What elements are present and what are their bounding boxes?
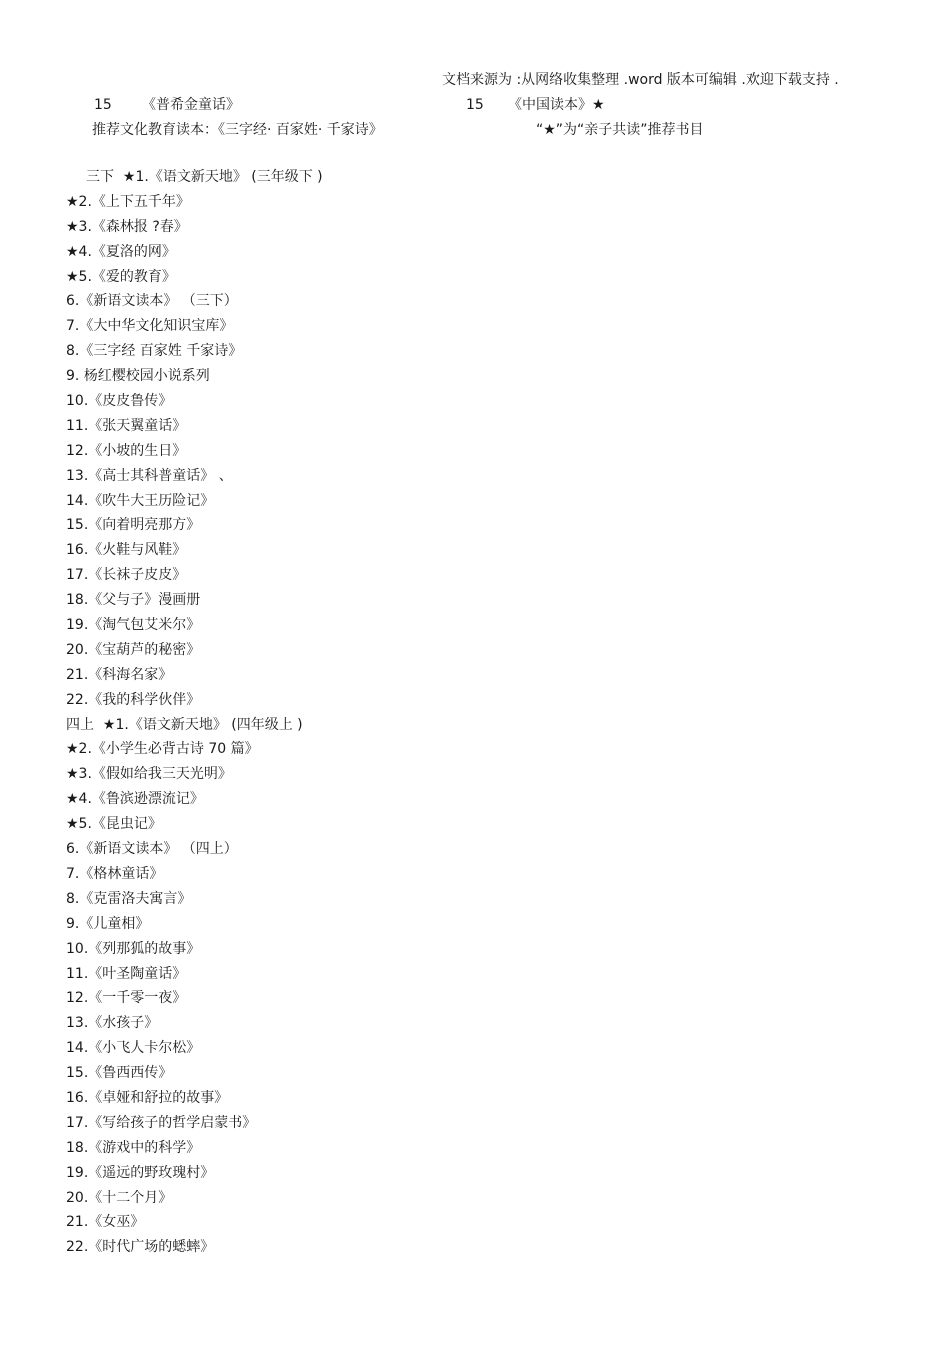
book-list-item [66, 965, 323, 990]
book-entry-text: ★3.《森林报 ?春》 [66, 218, 188, 235]
book-list-item [66, 367, 323, 392]
source-note: 文档来源为 :从网络收集整理 .word 版本可编辑 .欢迎下载支持 . [442, 72, 839, 88]
book-list-item [66, 417, 323, 442]
book-entry-text: ★1.《语文新天地》 (三年级下 ) [122, 169, 323, 185]
book-list [66, 168, 323, 1263]
book-list-item [66, 790, 323, 815]
book-list-item [66, 591, 323, 616]
book-entry-text: 14.《小飞人卡尔松》 [66, 1040, 201, 1057]
book-entry-text: 19.《淘气包艾米尔》 [66, 617, 201, 634]
book-list-item [66, 342, 323, 367]
book-entry-text: 8.《三字经 百家姓 千家诗》 [66, 343, 243, 360]
book-list-item [66, 442, 323, 467]
book-entry-text: 18.《父与子》漫画册 [66, 592, 201, 609]
book-entry-text: 11.《叶圣陶童话》 [66, 965, 187, 982]
grade-label: 四上 [66, 716, 94, 733]
top-left-number: 15 [94, 97, 112, 113]
book-list-item [66, 392, 323, 417]
book-list-item [66, 1014, 323, 1039]
book-entry-text: 15.《鲁西西传》 [66, 1065, 173, 1082]
book-entry-text: 7.《格林童话》 [66, 865, 164, 882]
book-list-item [66, 915, 323, 940]
book-entry-text: 13.《水孩子》 [66, 1015, 159, 1032]
book-list-item [66, 218, 323, 243]
book-list-item [66, 1114, 323, 1139]
book-entry-text: ★5.《爱的教育》 [66, 268, 176, 285]
book-list-item [66, 243, 323, 268]
grade-label: 三下 [86, 169, 114, 185]
book-list-item [66, 840, 323, 865]
book-list-item [66, 492, 323, 517]
book-entry-text: 22.《我的科学伙伴》 [66, 691, 201, 708]
book-list-item [66, 193, 323, 218]
book-list-item [66, 940, 323, 965]
book-entry-text: 15.《向着明亮那方》 [66, 517, 201, 534]
book-list-item [66, 566, 323, 591]
book-entry-text: 7.《大中华文化知识宝库》 [66, 318, 234, 335]
book-entry-text: ★4.《鲁滨逊漂流记》 [66, 791, 204, 808]
book-list-item [66, 691, 323, 716]
book-list-item [66, 815, 323, 840]
book-entry-text: 9. 杨红樱校园小说系列 [66, 368, 210, 385]
star-legend-note: “★”为“亲子共读”推荐书目 [536, 122, 704, 138]
book-list-item [66, 1189, 323, 1214]
book-entry-text: 12.《小坡的生日》 [66, 442, 187, 459]
book-list-item [66, 1089, 323, 1114]
book-entry-text: ★1.《语文新天地》 (四年级上 ) [102, 716, 303, 733]
book-entry-text: 20.《宝葫芦的秘密》 [66, 641, 201, 658]
book-entry-text: 10.《皮皮鲁传》 [66, 393, 173, 410]
book-list-item [66, 765, 323, 790]
book-list-item [66, 616, 323, 641]
book-entry-text: 13.《高士其科普童话》 、 [66, 467, 233, 484]
book-entry-text: 20.《十二个月》 [66, 1189, 173, 1206]
grade-heading-item [66, 716, 323, 741]
book-list-item [66, 1213, 323, 1238]
book-entry-text: 16.《火鞋与风鞋》 [66, 542, 187, 559]
book-list-item [66, 268, 323, 293]
book-list-item [66, 865, 323, 890]
book-list-item [66, 467, 323, 492]
book-list-item [66, 989, 323, 1014]
book-entry-text: 9.《儿童相》 [66, 915, 150, 932]
book-list-item [66, 317, 323, 342]
book-list-item [66, 641, 323, 666]
book-entry-text: ★3.《假如给我三天光明》 [66, 766, 232, 783]
book-entry-text: 17.《写给孩子的哲学启蒙书》 [66, 1114, 257, 1131]
book-list-item [66, 740, 323, 765]
book-entry-text: ★2.《上下五千年》 [66, 193, 190, 210]
book-list-item [66, 1238, 323, 1263]
book-entry-text: 17.《长袜子皮皮》 [66, 567, 187, 584]
book-entry-text: 14.《吹牛大王历险记》 [66, 492, 215, 509]
book-list-item [66, 541, 323, 566]
book-entry-text: 8.《克雷洛夫寓言》 [66, 890, 192, 907]
book-entry-text: ★5.《昆虫记》 [66, 816, 162, 833]
book-list-item [66, 1064, 323, 1089]
book-list-item [66, 666, 323, 691]
top-right-book-title: 《中国读本》★ [508, 97, 605, 113]
top-left-book-title: 《普希金童话》 [142, 97, 240, 113]
culture-reading-recommendation: 推荐文化教育读本：《三字经· 百家姓· 千家诗》 [92, 122, 383, 138]
book-entry-text: 22.《时代广场的蟋蟀》 [66, 1239, 215, 1256]
book-entry-text: 18.《游戏中的科学》 [66, 1139, 201, 1156]
book-entry-text: 12.《一千零一夜》 [66, 990, 187, 1007]
book-list-item [66, 890, 323, 915]
book-entry-text: ★4.《夏洛的网》 [66, 243, 176, 260]
book-entry-text: 10.《列那狐的故事》 [66, 940, 201, 957]
grade-heading-item [66, 168, 323, 193]
book-entry-text: 6.《新语文读本》 （三下） [66, 293, 238, 310]
book-list-item [66, 516, 323, 541]
book-list-item [66, 1039, 323, 1064]
book-list-item [66, 1139, 323, 1164]
book-entry-text: 11.《张天翼童话》 [66, 417, 187, 434]
book-list-item [66, 1164, 323, 1189]
book-entry-text: 6.《新语文读本》 （四上） [66, 841, 238, 858]
top-right-number: 15 [466, 97, 484, 113]
book-entry-text: ★2.《小学生必背古诗 70 篇》 [66, 741, 259, 758]
book-entry-text: 16.《卓娅和舒拉的故事》 [66, 1089, 229, 1106]
book-list-item [66, 292, 323, 317]
book-entry-text: 19.《遥远的野玫瑰村》 [66, 1164, 215, 1181]
book-entry-text: 21.《科海名家》 [66, 666, 173, 683]
book-entry-text: 21.《女巫》 [66, 1214, 145, 1231]
